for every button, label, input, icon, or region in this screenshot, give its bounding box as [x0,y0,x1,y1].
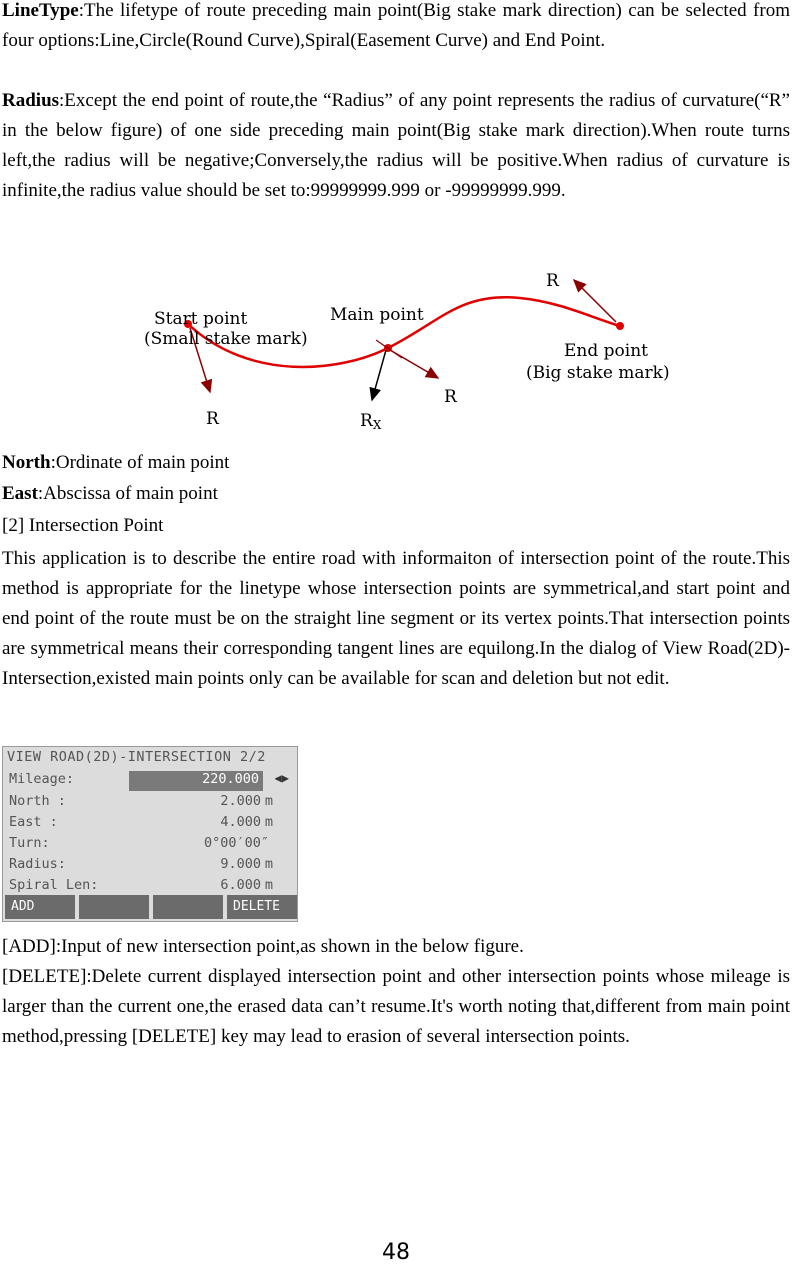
mileage-row [9,771,291,791]
end-point-marker [616,322,624,330]
linetype-paragraph [2,0,790,56]
rx-r: R [360,411,373,431]
route-diagram [140,262,680,434]
page-number: 48 [382,1240,410,1265]
row-unit: m [264,856,273,872]
spiral-len-row [9,877,291,897]
add-description: [ADD]:Input of new intersection point,as shown in the below figure. [2,936,524,957]
east-line [2,479,218,509]
intersection-heading: [2] Intersection Point [2,515,164,536]
north-line [2,448,229,478]
end-label-2: (Big stake mark) [526,363,670,383]
radius-row [9,856,291,876]
delete-softkey[interactable]: DELETE [227,895,297,919]
main-label: Main point [330,305,424,325]
east-text: :Abscissa of main point [37,483,218,504]
row-value: 2.000 [220,793,261,809]
start-label-1: Start point [154,309,248,329]
empty-softkey-3[interactable] [153,895,223,919]
delete-description: [DELETE]:Delete current displayed intersection point and other intersection points whose mileage is larger than the current one,the erased data can’t resume.It's worth noting that,different from main point method,pressing [DELETE] key may lead to erasion of several intersection points. [2,966,790,1047]
device-screen [2,746,298,922]
screen-title: VIEW ROAD(2D)-INTERSECTION 2/2 [7,749,266,765]
east-row [9,814,291,834]
empty-softkey-2[interactable] [79,895,149,919]
row-value: 4.000 [220,814,261,830]
mileage-value: 220.000 [202,771,259,787]
radius-text: :Except the end point of route,the “Radius” of any point represents the radius of curvature(“R” in the below figure) of one side preceding main point(Big stake mark direction).When route turns left,the radius will be negative;Conversely,the radius will be positive.When radius of curvature is infinite,the radius value should be set to:99999999.999 or -99999999.999. [2,90,790,201]
row-label: East : [9,814,58,830]
mileage-field[interactable] [129,771,263,791]
intersection-paragraph: This application is to describe the entire road with informaiton of intersection point of the route.This method is appropriate for the linetype whose intersection points are symmetrical,and start point and end point of the route must be on the straight line segment or its vertex points.That intersection points are symmetrical means their corresponding tangent lines are equilong.In the dialog of View Road(2D)-Intersection,existed main points only can be available for scan and deletion but not edit. [2,548,790,689]
rx-sub: X [372,418,382,432]
start-r-label: R [206,409,219,429]
add-softkey[interactable]: ADD [5,895,75,919]
north-term: North [2,452,51,473]
linetype-term: LineType [2,0,79,21]
row-unit: m [264,793,273,809]
north-row [9,793,291,813]
end-r-label: R [546,271,559,291]
row-label: Radius: [9,856,66,872]
row-label: Spiral Len: [9,877,99,893]
turn-row [9,835,291,855]
east-term: East [2,483,38,504]
main-rx-label [360,411,382,432]
main-r-label: R [444,387,457,407]
north-text: :Ordinate of main point [50,452,230,473]
linetype-text: :The lifetype of route preceding main point(Big stake mark direction) can be selected from four options:Line,Circle(Round Curve),Spiral(Easement Curve) and End Point. [2,0,790,51]
mileage-label: Mileage: [9,771,75,787]
main-rx-arrow [372,350,386,400]
row-label: Turn: [9,835,50,851]
row-unit: m [264,814,273,830]
end-r-arrow [574,280,616,322]
radius-term: Radius [2,90,60,111]
row-value: 0°00′00″ [203,835,269,851]
mileage-arrows-icon[interactable]: ◀▶ [274,771,289,785]
row-value: 9.000 [220,856,261,872]
end-label-1: End point [564,341,648,361]
row-value: 6.000 [220,877,261,893]
softkey-bar [5,895,295,919]
row-label: North : [9,793,66,809]
row-unit: m [264,877,273,893]
radius-paragraph [2,86,790,206]
start-label-2: (Small stake mark) [144,329,308,349]
